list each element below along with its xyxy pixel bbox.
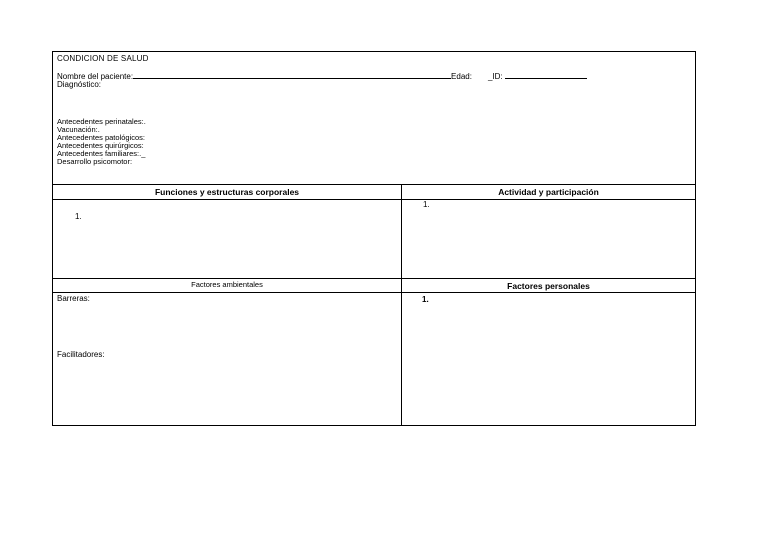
activity-item-1[interactable]: 1.	[423, 200, 430, 209]
row-divider-1	[53, 199, 695, 200]
history-psychomotor: Desarrollo psicomotor:	[57, 157, 133, 166]
functions-header: Funciones y estructuras corporales	[154, 187, 300, 197]
section-title: CONDICION DE SALUD	[57, 54, 149, 63]
history-vaccination: Vacunación:.	[57, 125, 100, 134]
id-field[interactable]	[505, 71, 587, 79]
history-family: Antecedentes familiares:._	[57, 149, 146, 158]
personal-item-1[interactable]: 1.	[422, 295, 429, 304]
facilitators-label[interactable]: Facilitadores:	[57, 350, 105, 359]
row-divider-3	[53, 292, 695, 293]
diagnosis-label: Diagnóstico:	[57, 80, 102, 89]
history-pathological: Antecedentes patológicos:	[57, 133, 145, 142]
barriers-label[interactable]: Barreras:	[57, 294, 90, 303]
patient-line	[57, 71, 587, 81]
column-divider	[401, 185, 402, 426]
icf-form	[52, 51, 696, 426]
age-label: Edad:	[451, 72, 472, 81]
environmental-header: Factores ambientales	[191, 280, 263, 289]
functions-item-1[interactable]: 1.	[75, 212, 82, 221]
id-label: _ID:	[487, 72, 503, 81]
history-surgical: Antecedentes quirúrgicos:	[57, 141, 144, 150]
history-list	[57, 118, 146, 166]
health-condition-section	[53, 52, 695, 185]
personal-header: Factores personales	[507, 281, 590, 291]
patient-name-label: Nombre del paciente:	[57, 72, 134, 81]
row-divider-2	[53, 278, 695, 279]
history-perinatal: Antecedentes perinatales:.	[57, 117, 146, 126]
activity-header: Actividad y participación	[498, 187, 599, 197]
patient-name-field[interactable]	[133, 71, 451, 79]
